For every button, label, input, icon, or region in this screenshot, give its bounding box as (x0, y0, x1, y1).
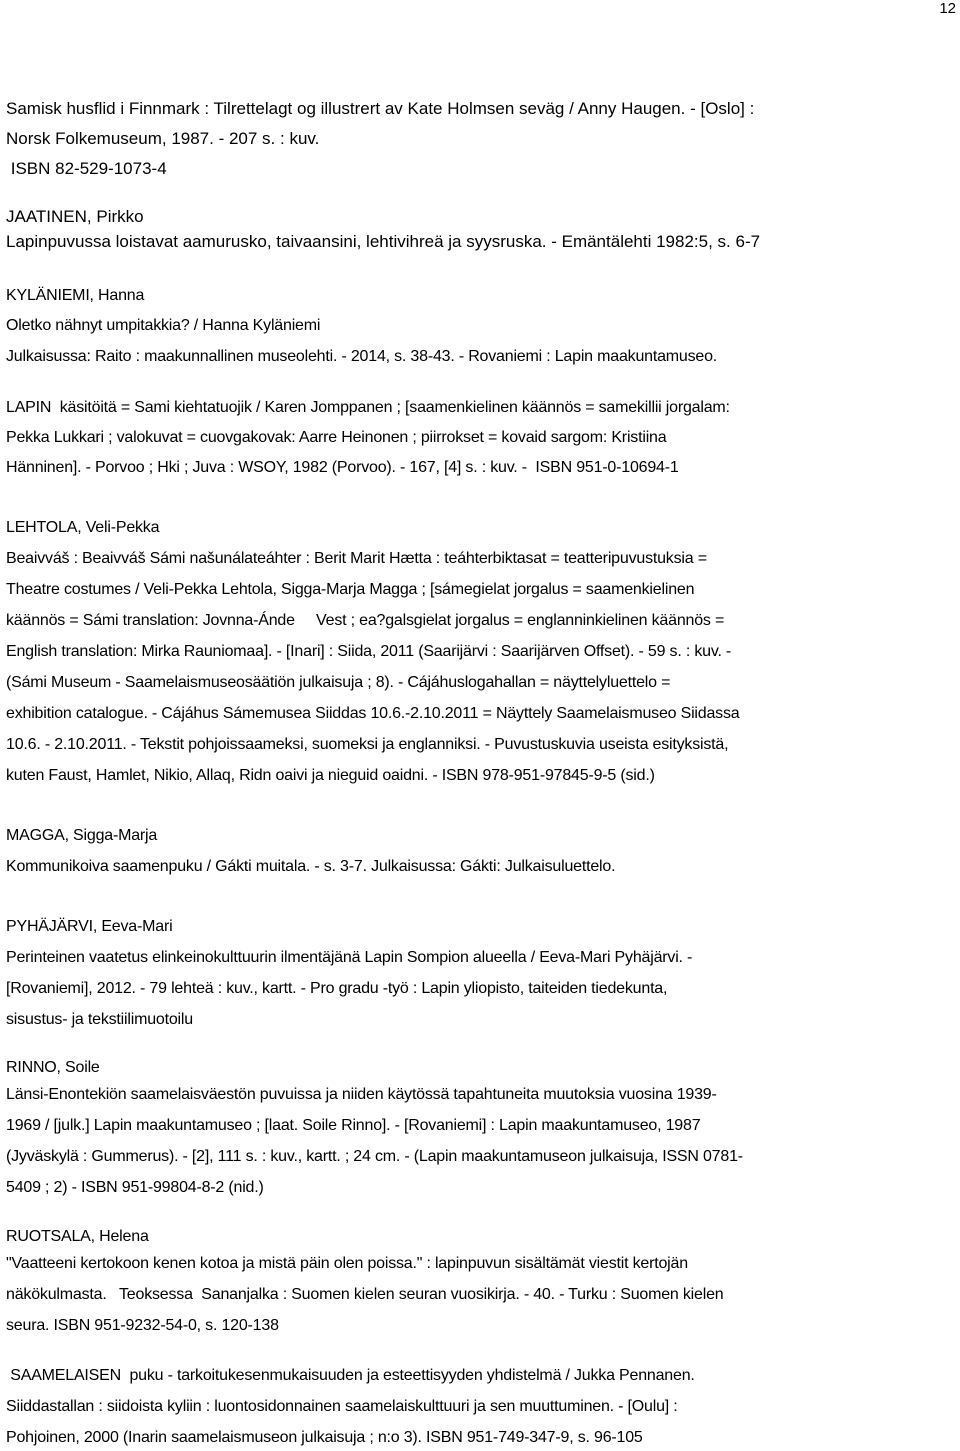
author-heading: RUOTSALA, Helena (6, 1228, 149, 1245)
text-line: Kommunikoiva saamenpuku / Gákti muitala. - s. 3-7. Julkaisussa: Gákti: Julkaisuluettelo. (6, 858, 616, 875)
text-line: English translation: Mirka Rauniomaa]. - [Inari] : Siida, 2011 (Saarijärvi : Saarijärven Offset). - 59 s. : kuv. - (6, 643, 732, 660)
text-line: Samisk husflid i Finnmark : Tilrettelagt og illustrert av Kate Holmsen seväg / Anny Haugen. - [Oslo] : (6, 99, 755, 118)
text-line: 1969 / [julk.] Lapin maakuntamuseo ; [laat. Soile Rinno]. - [Rovaniemi] : Lapin maakuntamuseo, 1987 (6, 1117, 701, 1134)
text-line: Hänninen]. - Porvoo ; Hki ; Juva : WSOY, 1982 (Porvoo). - 167, [4] s. : kuv. - ISBN 951-0-10694-1 (6, 459, 679, 476)
text-line: 5409 ; 2) - ISBN 951-99804-8-2 (nid.) (6, 1179, 264, 1196)
text-line: Perinteinen vaatetus elinkeinokulttuurin ilmentäjänä Lapin Sompion alueella / Eeva-Mari Pyhäjärvi. - (6, 949, 693, 966)
text-line: Theatre costumes / Veli-Pekka Lehtola, Sigga-Marja Magga ; [sámegielat jorgalus = saamenkielinen (6, 581, 695, 598)
author-heading: PYHÄJÄRVI, Eeva-Mari (6, 918, 173, 935)
text-line: ISBN 82-529-1073-4 (6, 159, 167, 178)
text-line: Beaivváš : Beaivváš Sámi našunálateáhter : Berit Marit Hætta : teáhterbiktasat = teatteripuvustuksia = (6, 550, 707, 567)
text-line: kuten Faust, Hamlet, Nikio, Allaq, Ridn oaivi ja nieguid oaidni. - ISBN 978-951-97845-9-5 (sid.) (6, 767, 655, 784)
text-line: LAPIN käsitöitä = Sami kiehtatuojik / Karen Jomppanen ; [saamenkielinen käännös = samekillii jorgalam: (6, 399, 730, 416)
text-line: "Vaatteeni kertokoon kenen kotoa ja mistä päin olen poissa." : lapinpuvun sisältämät viestit kertojän (6, 1255, 688, 1272)
author-heading: KYLÄNIEMI, Hanna (6, 287, 145, 304)
page-number: 12 (939, 0, 956, 17)
text-line: Siiddastallan : siidoista kyliin : luontosidonnainen saamelaiskulttuuri ja sen muuttuminen. - [Oulu] : (6, 1398, 678, 1415)
text-line: Oletko nähnyt umpitakkia? / Hanna Kyläniemi (6, 317, 321, 334)
text-line: Lapinpuvussa loistavat aamurusko, taivaansini, lehtivihreä ja syysruska. - Emäntälehti 1982:5, s. 6-7 (6, 232, 761, 251)
author-heading: LEHTOLA, Veli-Pekka (6, 519, 160, 536)
text-line: [Rovaniemi], 2012. - 79 lehteä : kuv., kartt. - Pro gradu -työ : Lapin yliopisto, taiteiden tiedekunta, (6, 980, 668, 997)
text-line: (Jyväskylä : Gummerus). - [2], 111 s. : kuv., kartt. ; 24 cm. - (Lapin maakuntamuseon julkaisuja, ISSN 0781- (6, 1148, 743, 1165)
text-line: Julkaisussa: Raito : maakunnallinen museolehti. - 2014, s. 38-43. - Rovaniemi : Lapin maakuntamuseo. (6, 348, 718, 365)
text-line: näkökulmasta. Teoksessa Sananjalka : Suomen kielen seuran vuosikirja. - 40. - Turku : Suomen kielen (6, 1286, 724, 1303)
text-line: (Sámi Museum - Saamelaismuseosäätiön julkaisuja ; 8). - Cájáhuslogahallan = näyttelyluettelo = (6, 674, 671, 691)
text-line: Pekka Lukkari ; valokuvat = cuovgakovak: Aarre Heinonen ; piirrokset = kovaid sargom: Kristiina (6, 429, 667, 446)
text-line: SAAMELAISEN puku - tarkoitukesenmukaisuuden ja esteettisyyden yhdistelmä / Jukka Pennanen. (6, 1367, 695, 1384)
author-heading: RINNO, Soile (6, 1059, 100, 1076)
text-line: seura. ISBN 951-9232-54-0, s. 120-138 (6, 1317, 279, 1334)
text-line: exhibition catalogue. - Cájáhus Sámemusea Siiddas 10.6.-2.10.2011 = Näyttely Saamelaismuseo Siidassa (6, 705, 740, 722)
text-line: Länsi-Enontekiön saamelaisväestön puvuissa ja niiden käytössä tapahtuneita muutoksia vuosina 1939- (6, 1086, 717, 1103)
author-heading: MAGGA, Sigga-Marja (6, 827, 158, 844)
text-line: Norsk Folkemuseum, 1987. - 207 s. : kuv. (6, 129, 320, 148)
text-line: sisustus- ja tekstiilimuotoilu (6, 1011, 193, 1028)
author-heading: JAATINEN, Pirkko (6, 207, 144, 226)
text-line: 10.6. - 2.10.2011. - Tekstit pohjoissaameksi, suomeksi ja englanniksi. - Puvustuskuvia useista esityksistä, (6, 736, 729, 753)
text-line: Pohjoinen, 2000 (Inarin saamelaismuseon julkaisuja ; n:o 3). ISBN 951-749-347-9, s. 96-105 (6, 1429, 643, 1446)
text-line: käännös = Sámi translation: Jovnna-Ánde Vest ; ea?galsgielat jorgalus = englanninkielinen käännös = (6, 612, 725, 629)
